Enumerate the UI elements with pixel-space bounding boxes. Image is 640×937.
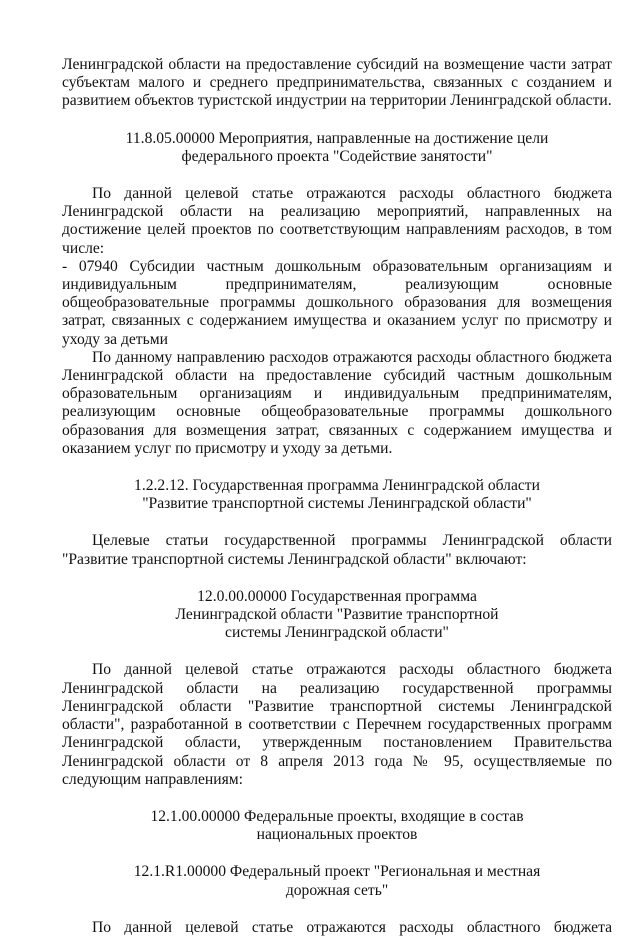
heading-12-1-r1 xyxy=(62,863,612,899)
heading-12-1-00-line-2: национальных проектов xyxy=(256,826,418,844)
paragraph-intro: Ленинградской области на предоставление субсидий на возмещение части затрат субъектам малого и среднего предпринимательства, связанных с созданием и развитием объектов туристской индустрии на территории Ленинградской области. xyxy=(62,56,612,110)
heading-12-1-00 xyxy=(62,808,612,844)
heading-12-0-00-line-2: Ленинградской области "Развитие транспортной xyxy=(175,606,499,624)
heading-12-1-00-line-1: 12.1.00.00000 Федеральные проекты, входящие в состав xyxy=(150,807,524,825)
heading-12-0-00-line-1: 12.0.00.00000 Государственная программа xyxy=(197,587,477,605)
paragraph-program-articles: Целевые статьи государственной программы Ленинградской области "Развитие транспортной системы Ленинградской области" включают: xyxy=(62,532,612,568)
paragraph-subsidy-07940: - 07940 Субсидии частным дошкольным образовательным организациям и индивидуальным предпринимателям, реализующим основные общеобразовательные программы дошкольного образования для возмещения затрат, связанных с содержанием имущества и оказанием услуг по присмотру и уходу за детьми xyxy=(62,257,612,348)
paragraph-road-network-expenses: По данной целевой статье отражаются расходы областного бюджета xyxy=(92,918,612,936)
heading-11-8-05 xyxy=(62,130,612,166)
heading-11-8-05-line-1: 11.8.05.00000 Мероприятия, направленные на достижение цели xyxy=(125,129,549,147)
paragraph-direction-expenses: По данному направлению расходов отражаются расходы областного бюджета Ленинградской области на предоставление субсидий частным дошкольным образовательным организациям и индивидуальным предпринимателям, реализующим основные общеобразовательные программы дошкольного образования для возмещения затрат, связанных с содержанием имущества и оказанием услуг по присмотру и уходу за детьми. xyxy=(62,348,612,457)
heading-1-2-2-12-line-1: 1.2.2.12. Государственная программа Ленинградской области xyxy=(134,477,540,495)
heading-11-8-05-line-2: федерального проекта "Содействие занятости" xyxy=(181,147,493,165)
paragraph-target-expenses: По данной целевой статье отражаются расходы областного бюджета Ленинградской области на реализацию мероприятий, направленных на достижение целей проектов по соответствующим направлениям расходов, в том числе: xyxy=(62,185,612,257)
heading-12-0-00 xyxy=(62,588,612,643)
heading-1-2-2-12-line-2: "Развитие транспортной системы Ленинградской области" xyxy=(142,495,532,513)
heading-12-0-00-line-3: системы Ленинградской области" xyxy=(225,624,449,642)
heading-12-1-r1-line-2: дорожная сеть" xyxy=(285,881,389,899)
paragraph-program-expenses: По данной целевой статье отражаются расходы областного бюджета Ленинградской области на реализацию государственной программы Ленинградской области "Развитие транспортной системы Ленинградской области", разработанной в соответствии с Перечнем государственных программ Ленинградской области, утвержденным постановлением Правительства Ленинградской области от 8 апреля 2013 года № 95, осуществляемые по следующим направлениям: xyxy=(62,661,612,788)
document-page xyxy=(62,56,612,937)
heading-1-2-2-12 xyxy=(62,477,612,513)
heading-12-1-r1-line-1: 12.1.R1.00000 Федеральный проект "Региональная и местная xyxy=(133,863,541,881)
